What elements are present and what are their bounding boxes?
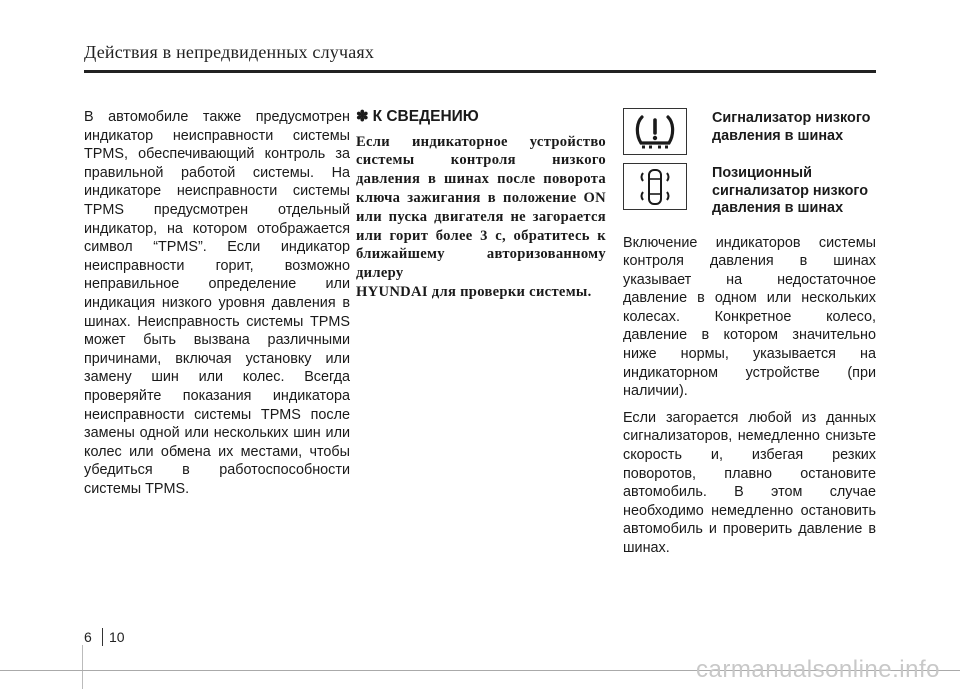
note-heading-text: К СВЕДЕНИЮ <box>372 108 479 125</box>
indicator-label-position: Позиционный сигнализатор низкого давления в шинах <box>712 165 869 216</box>
page-number <box>84 628 125 646</box>
note-star-icon: ✽ <box>356 108 369 125</box>
tpms-malfunction-paragraph: В автомобиле также предусмотрен индикатор неисправности системы TPMS, обеспечивающий контроль за правильной работой системы. На индикаторе неисправности системы TPMS предусмотрен отдельный индикатор, на котором отображается символ “TPMS”. Если индикатор неисправности горит, возможно неправильное определение или индикация низкого уровня давления в шинах. Неисправность системы TPMS может быть вызвана различными причинами, включая установку или замену шин или колес. Всегда проверяйте показания индикатора неисправности системы TPMS после замены одной или нескольких шин или колес или обмена их местами, чтобы убедиться в работоспособности системы TPMS. <box>84 109 350 497</box>
footer-vertical-rule <box>82 645 83 689</box>
column-right <box>623 108 876 566</box>
column-middle-note <box>356 108 606 302</box>
page-number-divider <box>102 628 103 646</box>
note-heading <box>356 108 606 127</box>
page-header-title: Действия в непредвиденных случаях <box>84 42 375 62</box>
header-rule <box>84 70 876 73</box>
tire-pressure-warning-icon <box>623 108 687 155</box>
watermark-text: carmanualsonline.info <box>696 656 940 683</box>
indicator-label-low-pressure: Сигнализатор низкого давления в шинах <box>712 110 871 144</box>
tire-position-warning-icon <box>623 163 687 210</box>
note-body-last-line: HYUNDAI для проверки системы. <box>356 283 592 300</box>
indicator-explanation-paragraph: Включение индикаторов системы контроля давления в шинах указывает на недостаточное давление в одном или нескольких колесах. Конкретное колесо, давление в котором значительно ниже нормы, указывается на индикаторном устройстве (при наличии). <box>623 234 876 400</box>
section-number: 6 <box>84 629 92 645</box>
indicator-action-paragraph: Если загорается любой из данных сигнализаторов, немедленно снизьте скорость и, избегая резких поворотов, плавно остановите автомобиль. В этом случае необходимо немедленно остановить автомобиль и проверить давление в шинах. <box>623 409 876 556</box>
column-left <box>84 108 350 498</box>
note-body-text: Если индикаторное устройство системы контроля низкого давления в шинах после поворота ключа зажигания в положение ON или пуска двигателя не загорается или горит более 3 с, обратитесь к ближайшему авторизованному дилеру <box>356 133 606 282</box>
indicator-row-position <box>623 163 876 218</box>
indicator-row-low-pressure <box>623 108 876 155</box>
page-number-value: 10 <box>109 629 125 645</box>
note-body <box>356 133 606 302</box>
